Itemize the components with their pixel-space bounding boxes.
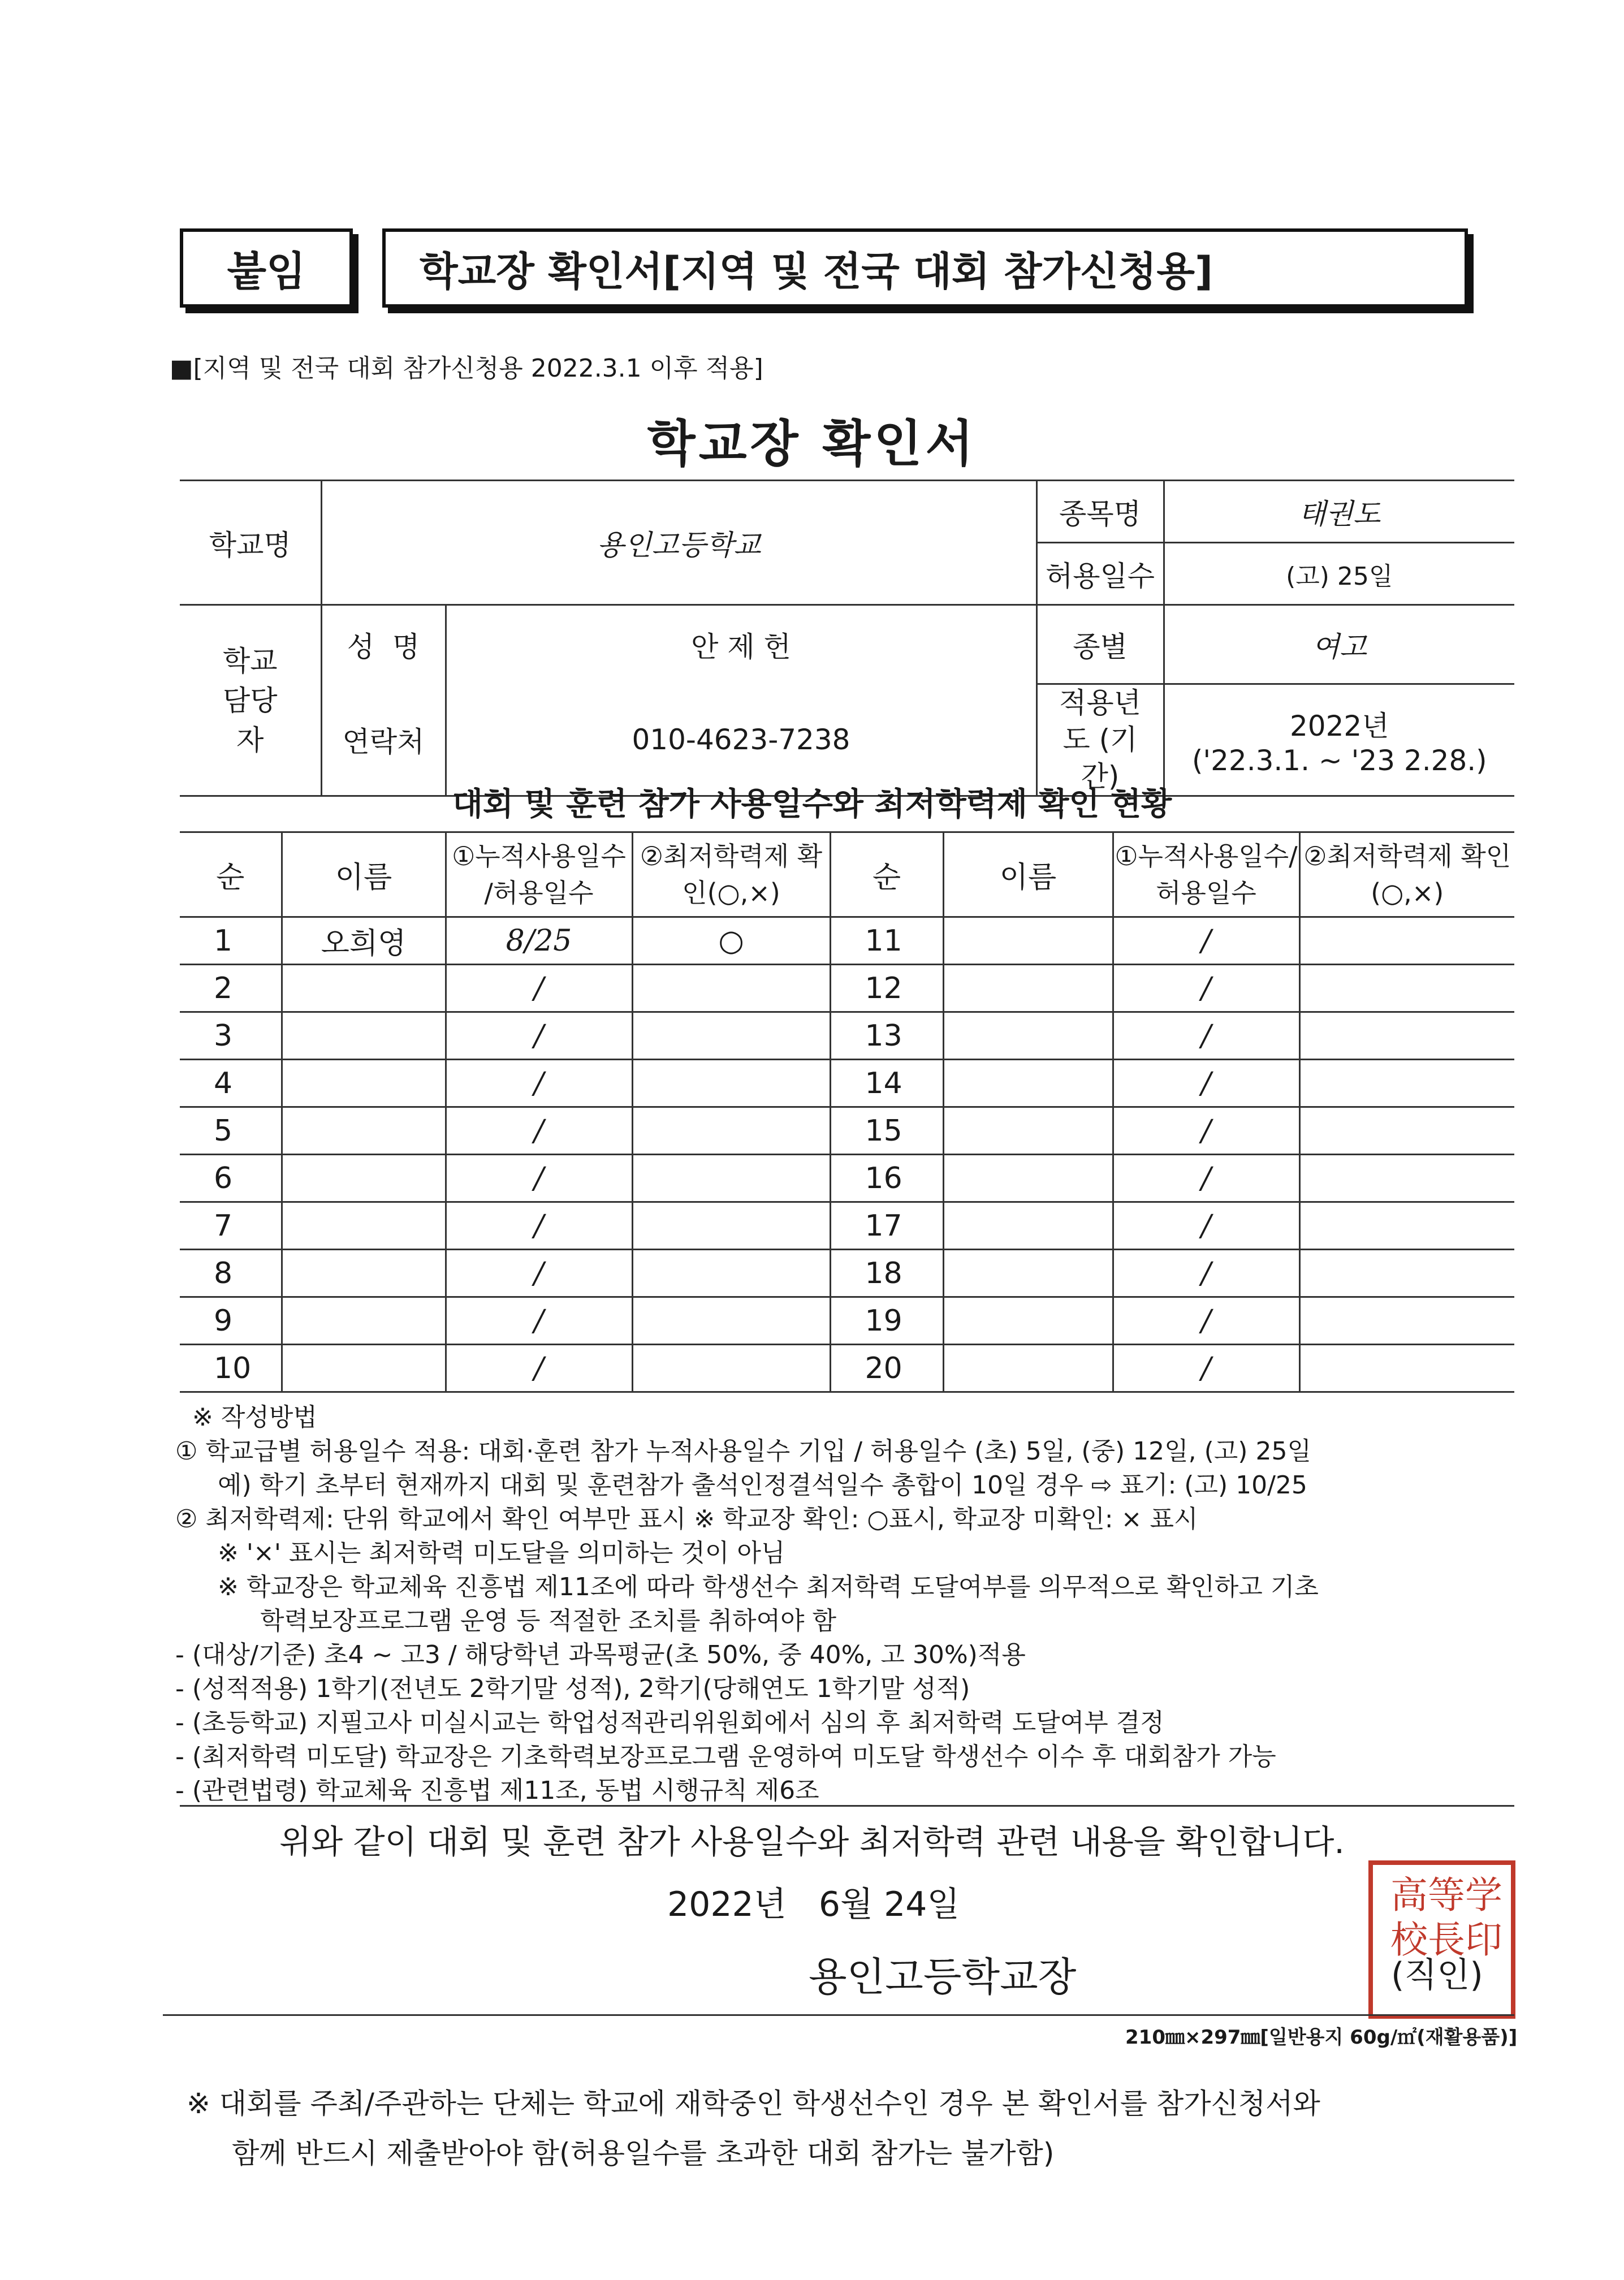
cell-academic-right — [1299, 1155, 1514, 1202]
event-label: 종목명 — [1036, 481, 1164, 543]
cell-academic-right — [1299, 1345, 1514, 1392]
cell-academic-left — [632, 1060, 830, 1107]
event-value: 태권도 — [1164, 481, 1514, 543]
cell-academic-left — [632, 965, 830, 1012]
attachment-tag-label: 붙임 — [227, 248, 306, 295]
note-1-example: 예) 학기 초부터 현재까지 대회 및 훈련참가 출석인정결석일수 총합이 10일 경우 ⇨ 표기: (고) 10/25 — [218, 1471, 1307, 1500]
document-title-box — [382, 228, 1468, 308]
category-label: 종별 — [1036, 605, 1164, 684]
col-academic-left: ②최저학력제 확인(○,×) — [632, 832, 830, 917]
table-row — [180, 917, 1514, 965]
cell-name-left: 오희영 — [282, 917, 446, 965]
divider-2 — [163, 2014, 1514, 2016]
contact-value: 010-4623-7238 — [446, 684, 1036, 796]
divider-1 — [180, 1805, 1514, 1807]
cell-academic-left — [632, 1012, 830, 1060]
cell-days-left: / — [446, 1202, 632, 1250]
cell-name-right — [943, 1250, 1113, 1297]
apply-note: ■[지역 및 전국 대회 참가신청용 2022.3.1 이후 적용] — [170, 354, 763, 383]
cell-days-left: / — [446, 1155, 632, 1202]
cell-name-left — [282, 1012, 446, 1060]
table-row — [180, 1250, 1514, 1297]
manager-name: 안 제 헌 — [446, 605, 1036, 684]
cell-no-left: 9 — [180, 1297, 282, 1345]
col-no-right: 순 — [830, 832, 943, 917]
cell-no-right: 15 — [830, 1107, 943, 1155]
cell-no-left: 6 — [180, 1155, 282, 1202]
cell-no-right: 17 — [830, 1202, 943, 1250]
table-row — [180, 1202, 1514, 1250]
year-period: ('22.3.1. ~ '23 2.28.) — [1191, 744, 1487, 777]
cell-academic-left — [632, 1107, 830, 1155]
cell-name-right — [943, 1107, 1113, 1155]
cell-no-right: 14 — [830, 1060, 943, 1107]
cell-no-left: 5 — [180, 1107, 282, 1155]
col-days-right: ①누적사용일수/ 허용일수 — [1113, 832, 1299, 917]
cell-academic-right — [1299, 1250, 1514, 1297]
cell-days-right: / — [1113, 1155, 1299, 1202]
cell-days-right: / — [1113, 1202, 1299, 1250]
col-academic-right: ②최저학력제 확인(○,×) — [1299, 832, 1514, 917]
cell-name-right — [943, 965, 1113, 1012]
cell-no-right: 19 — [830, 1297, 943, 1345]
cell-no-left: 4 — [180, 1060, 282, 1107]
cell-academic-left: ○ — [632, 917, 830, 965]
cell-no-right: 12 — [830, 965, 943, 1012]
cell-no-left: 2 — [180, 965, 282, 1012]
note-detail-4: - (최저학력 미도달) 학교장은 기초학력보장프로그램 운영하여 미도달 학생선수 이수 후 대회참가 가능 — [175, 1742, 1276, 1771]
cell-academic-right — [1299, 917, 1514, 965]
note-detail-5: - (관련법령) 학교체육 진흥법 제11조, 동법 시행규칙 제6조 — [175, 1776, 819, 1805]
cell-days-left: / — [446, 965, 632, 1012]
cell-name-left — [282, 1345, 446, 1392]
form-title: 학교장 확인서 — [647, 414, 977, 473]
cell-name-left — [282, 1202, 446, 1250]
cell-no-right: 18 — [830, 1250, 943, 1297]
manager-label: 학교 담당자 — [180, 605, 321, 796]
cell-no-right: 16 — [830, 1155, 943, 1202]
note-2-c: 학력보장프로그램 운영 등 적절한 조치를 취하여야 함 — [260, 1607, 837, 1635]
cell-name-right — [943, 1155, 1113, 1202]
cell-days-right: / — [1113, 965, 1299, 1012]
cell-name-left — [282, 1297, 446, 1345]
cell-no-left: 3 — [180, 1012, 282, 1060]
category-value: 여고 — [1164, 605, 1514, 684]
cell-name-right — [943, 1012, 1113, 1060]
col-name-left: 이름 — [282, 832, 446, 917]
attachment-tag — [180, 228, 353, 308]
cell-name-left — [282, 1250, 446, 1297]
status-table — [180, 831, 1514, 1393]
cell-academic-right — [1299, 1060, 1514, 1107]
table-row — [180, 965, 1514, 1012]
table-row — [180, 1155, 1514, 1202]
table-row — [180, 1060, 1514, 1107]
cell-academic-right — [1299, 1202, 1514, 1250]
table-row — [180, 1012, 1514, 1060]
principal-name: 용인고등학교장 — [809, 1954, 1077, 2000]
cell-name-left — [282, 1060, 446, 1107]
cell-academic-left — [632, 1345, 830, 1392]
cell-no-left: 1 — [180, 917, 282, 965]
cell-name-right — [943, 1060, 1113, 1107]
cell-academic-right — [1299, 1107, 1514, 1155]
cell-days-left: / — [446, 1297, 632, 1345]
confirm-date: 2022년 6월 24일 — [667, 1885, 960, 1924]
cell-days-right: / — [1113, 1012, 1299, 1060]
table-row — [180, 1107, 1514, 1155]
note-detail-1: - (대상/기준) 초4 ~ 고3 / 해당학년 과목평균(초 50%, 중 40%, 고 30%)적용 — [175, 1640, 1026, 1669]
status-title: 대회 및 훈련 참가 사용일수와 최저학력제 확인 현황 — [452, 786, 1172, 823]
cell-no-right: 20 — [830, 1345, 943, 1392]
school-name-label: 학교명 — [180, 481, 321, 605]
document-title: 학교장 확인서[지역 및 전국 대회 참가신청용] — [420, 248, 1213, 295]
cell-no-left: 7 — [180, 1202, 282, 1250]
cell-academic-right — [1299, 1012, 1514, 1060]
confirm-text: 위와 같이 대회 및 훈련 참가 사용일수와 최저학력 관련 내용을 확인합니다. — [279, 1823, 1345, 1861]
cell-days-right: / — [1113, 1107, 1299, 1155]
cell-name-right — [943, 1297, 1113, 1345]
note-2-a: ※ '×' 표시는 최저학력 미도달을 의미하는 것이 아님 — [218, 1539, 785, 1568]
cell-days-left: / — [446, 1250, 632, 1297]
year-value: 2022년 — [1289, 709, 1389, 742]
table-row — [180, 1297, 1514, 1345]
cell-name-left — [282, 965, 446, 1012]
cell-name-right — [943, 1202, 1113, 1250]
note-1: ① 학교급별 허용일수 적용: 대회·훈련 참가 누적사용일수 기입 / 허용일수 (초) 5일, (중) 12일, (고) 25일 — [175, 1437, 1311, 1466]
cell-days-left: / — [446, 1107, 632, 1155]
notes-heading: ※ 작성방법 — [192, 1403, 317, 1432]
cell-days-left: / — [446, 1345, 632, 1392]
cell-days-left: / — [446, 1060, 632, 1107]
col-no-left: 순 — [180, 832, 282, 917]
col-days-left: ①누적사용일수 /허용일수 — [446, 832, 632, 917]
allowed-days-value: (고) 25일 — [1164, 543, 1514, 605]
cell-name-right — [943, 917, 1113, 965]
table-row — [180, 1345, 1514, 1392]
cell-name-right — [943, 1345, 1113, 1392]
cell-days-right: / — [1113, 1345, 1299, 1392]
cell-academic-left — [632, 1250, 830, 1297]
footer-line-1: ※ 대회를 주최/주관하는 단체는 학교에 재학중인 학생선수인 경우 본 확인서를 참가신청서와 — [187, 2087, 1320, 2120]
cell-days-right: / — [1113, 1250, 1299, 1297]
cell-academic-right — [1299, 1297, 1514, 1345]
note-detail-2: - (성적적용) 1학기(전년도 2학기말 성적), 2학기(당해연도 1학기말 성적) — [175, 1674, 970, 1703]
cell-academic-left — [632, 1297, 830, 1345]
cell-no-left: 10 — [180, 1345, 282, 1392]
cell-academic-right — [1299, 965, 1514, 1012]
info-table — [180, 480, 1514, 797]
cell-days-left: / — [446, 1012, 632, 1060]
seal-glyphs: 高等学校長印 — [1390, 1873, 1502, 1962]
note-2: ② 최저학력제: 단위 학교에서 확인 여부만 표시 ※ 학교장 확인: ○표시, 학교장 미확인: × 표시 — [175, 1505, 1198, 1534]
cell-days-right: / — [1113, 917, 1299, 965]
cell-name-left — [282, 1155, 446, 1202]
cell-academic-left — [632, 1202, 830, 1250]
cell-no-right: 13 — [830, 1012, 943, 1060]
footer-line-2: 함께 반드시 제출받아야 함(허용일수를 초과한 대회 참가는 불가함) — [232, 2137, 1055, 2170]
note-2-b: ※ 학교장은 학교체육 진흥법 제11조에 따라 학생선수 최저학력 도달여부를 의무적으로 확인하고 기초 — [218, 1573, 1319, 1601]
cell-no-left: 8 — [180, 1250, 282, 1297]
cell-days-left: 8/25 — [446, 917, 632, 965]
cell-no-right: 11 — [830, 917, 943, 965]
school-name: 용인고등학교 — [321, 481, 1036, 605]
seal-label: (직인) — [1391, 1955, 1483, 1995]
contact-label: 연락처 — [321, 684, 446, 796]
paper-spec: 210㎜×297㎜[일반용지 60g/㎡(재활용품)] — [1125, 2026, 1518, 2049]
allowed-days-label: 허용일수 — [1036, 543, 1164, 605]
cell-days-right: / — [1113, 1060, 1299, 1107]
cell-academic-left — [632, 1155, 830, 1202]
year-label: 적용년도 (기간) — [1036, 684, 1164, 796]
name-label: 성 명 — [321, 605, 446, 684]
cell-name-left — [282, 1107, 446, 1155]
cell-days-right: / — [1113, 1297, 1299, 1345]
note-detail-3: - (초등학교) 지필고사 미실시교는 학업성적관리위원회에서 심의 후 최저학력 도달여부 결정 — [175, 1708, 1164, 1737]
col-name-right: 이름 — [943, 832, 1113, 917]
